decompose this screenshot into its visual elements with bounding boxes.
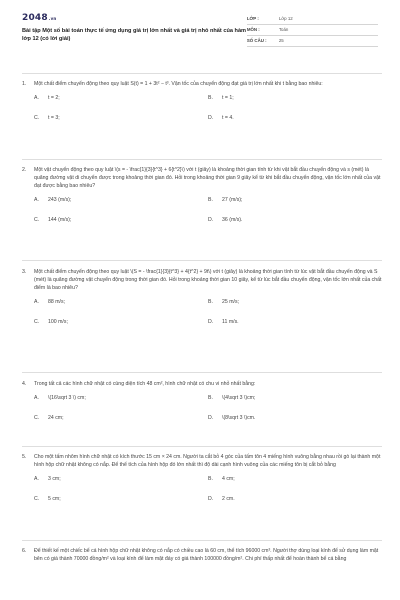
option-text: 27 (m/s); bbox=[222, 197, 243, 204]
header-divider bbox=[22, 73, 382, 74]
option-letter: C. bbox=[34, 115, 40, 122]
option-text: 25 m/s; bbox=[222, 299, 240, 306]
meta-row-subject bbox=[247, 25, 378, 36]
option-text: 24 cm; bbox=[48, 415, 64, 422]
question-divider bbox=[22, 159, 382, 160]
question-text: Một chất điểm chuyển động theo quy luật S(t) = 1 + 3t² − t³. Vận tốc của chuyển động đạt giá trị lớn nhất khi t bằng bao nhiêu: bbox=[34, 81, 323, 87]
option-letter: B. bbox=[208, 95, 213, 102]
question-head bbox=[22, 453, 382, 469]
option-letter: D. bbox=[208, 496, 214, 503]
question-head bbox=[22, 80, 382, 88]
meta-label: MÔN : bbox=[246, 26, 260, 32]
option-text: t = 3; bbox=[48, 115, 60, 122]
question-5 bbox=[22, 453, 382, 503]
answer-options bbox=[34, 196, 382, 224]
option-a[interactable] bbox=[34, 475, 208, 483]
header-left bbox=[22, 14, 247, 43]
question-text: Để thiết kế một chiếc bể cá hình hộp chữ nhật không có nắp có chiều cao là 60 cm, thể tích 96000 cm³. Người thợ dùng loại kính để sử dụng làm mặt bên có giá thành 70000 đồng/m² và loại kính để làm mặt đáy có giá thành 100000 đồng/m². Chi phí thấp nhất để hoàn thành bể cá bằng bbox=[34, 548, 379, 563]
option-letter: B. bbox=[208, 476, 213, 483]
question-head bbox=[22, 268, 382, 292]
question-text: Một chất điểm chuyển động theo quy luật \(S = - \frac{1}{3}{t^3} + 4{t^2} + 9t\) với t (giây) là khoảng thời gian tính từ lúc vật bắt đầu chuyển động và S (mét) là quãng đường vật chuyển động trong thời gian đó. Hỏi trong khoảng thời gian 10 giây, kể từ lúc bắt đầu chuyển động, vận tốc lớn nhất của chất điểm là bao nhiêu? bbox=[34, 269, 382, 292]
option-c[interactable] bbox=[34, 216, 208, 224]
meta-label: LỚP : bbox=[246, 15, 259, 21]
option-a[interactable] bbox=[34, 196, 208, 204]
option-d[interactable] bbox=[208, 216, 382, 224]
meta-row-count bbox=[247, 36, 378, 47]
question-text: Trong tất cả các hình chữ nhật có cùng diện tích 48 cm², hình chữ nhật có chu vi nhỏ nhất bằng: bbox=[34, 381, 256, 387]
question-4 bbox=[22, 380, 382, 422]
document-header bbox=[22, 14, 378, 60]
question-number: 2. bbox=[22, 167, 27, 173]
option-d[interactable] bbox=[208, 495, 382, 503]
question-text: Cho một tấm nhôm hình chữ nhật có kích thước 15 cm × 24 cm. Người ta cắt bỏ 4 góc của tấm tôn 4 miếng hình vuông bằng nhau rồi gò lại thành một hình hộp chữ nhật không có nắp. Để thể tích của hình hộp đó lớn nhất thì độ dài cạnh hình vuông của các miếng tôn bị cắt bỏ bằng bbox=[34, 454, 381, 469]
option-text: \(16\sqrt 3 \) cm; bbox=[48, 395, 86, 402]
option-text: 243 (m/s); bbox=[48, 197, 72, 204]
option-letter: C. bbox=[34, 415, 40, 422]
option-c[interactable] bbox=[34, 495, 208, 503]
question-head bbox=[22, 547, 382, 563]
question-1 bbox=[22, 80, 382, 122]
document-title: Bài tập Một số bài toán thực tế ứng dụng giá trị lớn nhất và giá trị nhỏ nhất của hàm lớp 12 (có lời giải) bbox=[22, 28, 247, 43]
question-divider bbox=[22, 540, 382, 541]
meta-value: 25 bbox=[278, 37, 284, 43]
option-text: t = 1; bbox=[222, 95, 234, 102]
answer-options bbox=[34, 94, 382, 122]
site-logo[interactable] bbox=[22, 14, 247, 23]
answer-options bbox=[34, 475, 382, 503]
option-text: 88 m/s; bbox=[48, 299, 66, 306]
option-letter: D. bbox=[208, 415, 214, 422]
answer-options bbox=[34, 394, 382, 422]
option-text: 2 cm. bbox=[222, 496, 235, 503]
option-a[interactable] bbox=[34, 94, 208, 102]
option-b[interactable] bbox=[208, 196, 382, 204]
question-3 bbox=[22, 268, 382, 326]
option-letter: C. bbox=[34, 217, 40, 224]
option-letter: A. bbox=[34, 197, 39, 204]
option-b[interactable] bbox=[208, 475, 382, 483]
option-letter: C. bbox=[34, 496, 40, 503]
question-divider bbox=[22, 260, 382, 261]
option-text: 3 cm; bbox=[48, 476, 61, 483]
question-text: Một vật chuyển động theo quy luật \(s = - \frac{1}{3}{t^3} + 6{t^2}\) với t (giây) là khoảng thời gian tính từ khi vật bắt đầu chuyển động và s (mét) là quãng đường vật di chuyển được trong khoảng thời gian đó. Hỏi trong khoảng thời gian 9 giây kể từ khi bắt đầu chuyển động, vận tốc lớn nhất của vật đạt được bằng bao nhiêu? bbox=[34, 167, 381, 190]
question-6 bbox=[22, 547, 382, 563]
option-text: \(8\sqrt 3 \)cm. bbox=[222, 415, 256, 422]
question-divider bbox=[22, 372, 382, 373]
answer-options bbox=[34, 298, 382, 326]
option-c[interactable] bbox=[34, 414, 208, 422]
option-c[interactable] bbox=[34, 114, 208, 122]
option-text: t = 2; bbox=[48, 95, 60, 102]
question-head bbox=[22, 166, 382, 190]
option-letter: B. bbox=[208, 197, 213, 204]
option-letter: D. bbox=[208, 115, 214, 122]
question-number: 3. bbox=[22, 269, 27, 275]
option-text: 144 (m/s); bbox=[48, 217, 72, 224]
option-letter: A. bbox=[34, 299, 39, 306]
question-number: 5. bbox=[22, 454, 27, 460]
option-text: 5 cm; bbox=[48, 496, 61, 503]
option-text: 100 m/s; bbox=[48, 319, 68, 326]
option-d[interactable] bbox=[208, 414, 382, 422]
option-d[interactable] bbox=[208, 318, 382, 326]
question-number: 4. bbox=[22, 381, 27, 387]
logo-text: 2048 bbox=[22, 13, 48, 23]
option-letter: A. bbox=[34, 95, 39, 102]
option-text: 11 m/s. bbox=[222, 319, 239, 326]
option-b[interactable] bbox=[208, 394, 382, 402]
option-a[interactable] bbox=[34, 394, 208, 402]
meta-value: Lớp 12 bbox=[278, 15, 293, 21]
meta-value: Toán bbox=[278, 26, 289, 32]
option-a[interactable] bbox=[34, 298, 208, 306]
question-divider bbox=[22, 446, 382, 447]
option-d[interactable] bbox=[208, 114, 382, 122]
option-letter: D. bbox=[208, 217, 214, 224]
option-letter: B. bbox=[208, 395, 213, 402]
option-text: t = 4. bbox=[222, 115, 234, 122]
option-c[interactable] bbox=[34, 318, 208, 326]
question-number: 1. bbox=[22, 81, 27, 87]
option-b[interactable] bbox=[208, 298, 382, 306]
option-text: 4 cm; bbox=[222, 476, 235, 483]
question-number: 6. bbox=[22, 548, 27, 554]
question-2 bbox=[22, 166, 382, 224]
option-letter: A. bbox=[34, 476, 39, 483]
meta-row-class bbox=[247, 14, 378, 25]
meta-label: SỐ CÂU : bbox=[246, 37, 267, 43]
option-text: 36 (m/s). bbox=[222, 217, 243, 224]
option-b[interactable] bbox=[208, 94, 382, 102]
logo-tld: .vn bbox=[48, 16, 57, 21]
option-letter: B. bbox=[208, 299, 213, 306]
option-letter: D. bbox=[208, 319, 214, 326]
question-head bbox=[22, 380, 382, 388]
header-meta bbox=[247, 14, 378, 47]
option-text: \(4\sqrt 3 \)cm; bbox=[222, 395, 256, 402]
option-letter: A. bbox=[34, 395, 39, 402]
option-letter: C. bbox=[34, 319, 40, 326]
